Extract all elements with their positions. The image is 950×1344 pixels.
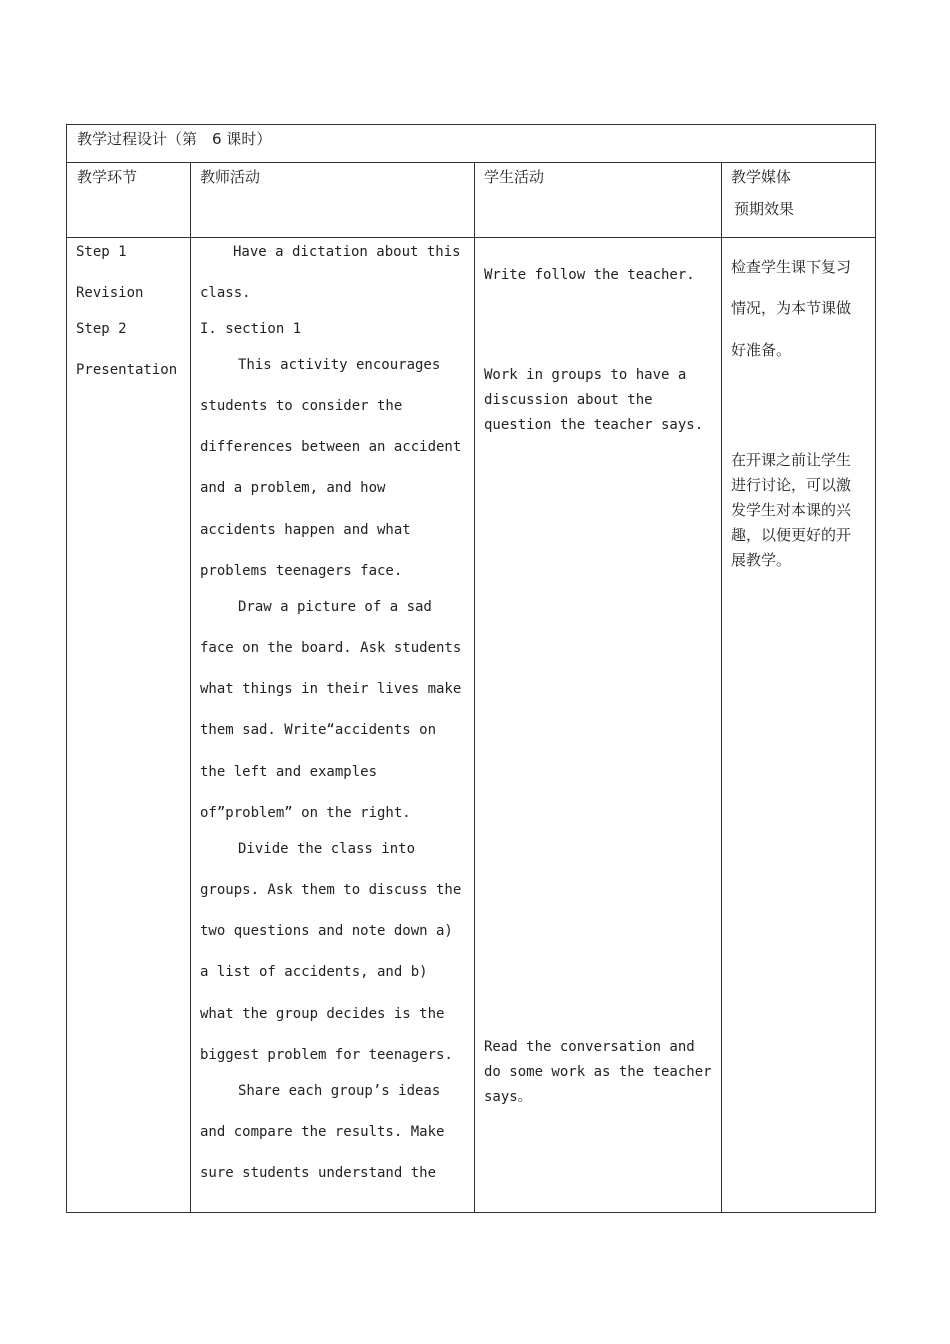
teacher-activity-line: of”problem” on the right. xyxy=(200,805,411,821)
teacher-activity-line: face on the board. Ask students xyxy=(200,640,462,656)
student-activity-line: says。 xyxy=(484,1089,532,1105)
expected-effect-line: 情况，为本节课做 xyxy=(731,299,852,317)
teacher-activity-line: biggest problem for teenagers. xyxy=(200,1047,453,1063)
expected-effect-line: 展教学。 xyxy=(731,551,792,569)
teacher-activity-line: what the group decides is the xyxy=(200,1006,445,1022)
header-expected-effect: 预期效果 xyxy=(734,200,795,218)
header-step: 教学环节 xyxy=(77,168,138,186)
column-divider xyxy=(190,163,191,1212)
teacher-activity-line: class. xyxy=(200,285,251,301)
teacher-activity-line: them sad. Write“accidents on xyxy=(200,722,437,738)
teacher-activity-line: what things in their lives make xyxy=(200,681,462,697)
expected-effect-line: 趣，以便更好的开 xyxy=(731,526,852,544)
teacher-activity-line: Draw a picture of a sad xyxy=(238,599,432,615)
student-activity-line: do some work as the teacher xyxy=(484,1064,712,1080)
expected-effect-line: 在开课之前让学生 xyxy=(731,451,852,469)
student-activity-line: discussion about the xyxy=(484,392,653,408)
teacher-activity-line: a list of accidents, and b) xyxy=(200,964,428,980)
student-activity-line: question the teacher says. xyxy=(484,417,704,433)
teacher-activity-line: This activity encourages xyxy=(238,357,441,373)
lesson-plan-table xyxy=(66,124,876,1213)
step-label: Step 2 xyxy=(76,321,127,337)
row-divider xyxy=(67,162,875,163)
header-student-activity: 学生活动 xyxy=(484,168,545,186)
column-divider xyxy=(721,163,722,1212)
teacher-activity-line: students to consider the xyxy=(200,398,403,414)
header-media: 教学媒体 xyxy=(731,168,792,186)
teacher-activity-line: Divide the class into xyxy=(238,841,416,857)
step-label: Presentation xyxy=(76,362,178,378)
step-label: Step 1 xyxy=(76,244,127,260)
teacher-activity-line: differences between an accident xyxy=(200,439,462,455)
expected-effect-line: 好准备。 xyxy=(731,341,792,359)
teacher-activity-line: and compare the results. Make xyxy=(200,1124,445,1140)
expected-effect-line: 检查学生课下复习 xyxy=(731,258,852,276)
teacher-activity-line: accidents happen and what xyxy=(200,522,411,538)
teacher-activity-line: Share each group’s ideas xyxy=(238,1083,441,1099)
student-activity-line: Read the conversation and xyxy=(484,1039,695,1055)
expected-effect-line: 发学生对本课的兴 xyxy=(731,501,852,519)
teacher-activity-line: sure students understand the xyxy=(200,1165,437,1181)
teacher-activity-line: and a problem, and how xyxy=(200,480,386,496)
row-divider xyxy=(67,237,875,238)
teacher-activity-line: groups. Ask them to discuss the xyxy=(200,882,462,898)
student-activity-line: Work in groups to have a xyxy=(484,367,687,383)
teacher-activity-line: I. section 1 xyxy=(200,321,302,337)
teacher-activity-line: two questions and note down a) xyxy=(200,923,453,939)
teacher-activity-line: Have a dictation about this xyxy=(233,244,461,260)
teacher-activity-line: problems teenagers face. xyxy=(200,563,403,579)
teacher-activity-line: the left and examples xyxy=(200,764,378,780)
column-divider xyxy=(474,163,475,1212)
table-title: 教学过程设计（第 6 课时） xyxy=(77,130,272,148)
header-teacher-activity: 教师活动 xyxy=(200,168,261,186)
expected-effect-line: 进行讨论，可以激 xyxy=(731,476,852,494)
student-activity-line: Write follow the teacher. xyxy=(484,267,695,283)
step-label: Revision xyxy=(76,285,144,301)
